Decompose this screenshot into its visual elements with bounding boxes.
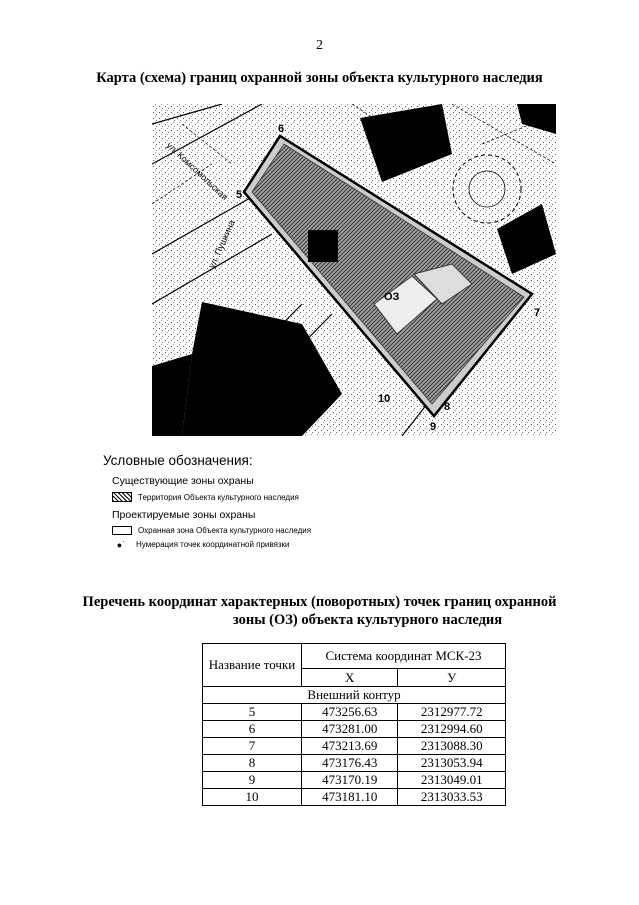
street-label: ул. Пушкина	[206, 218, 237, 270]
legend-projected-item: Охранная зона Объекта культурного наследия	[112, 526, 311, 535]
system-column-header: Система координат МСК-23	[302, 644, 506, 669]
legend	[103, 453, 311, 549]
zone-label: ОЗ	[384, 291, 400, 303]
outline-swatch-icon	[112, 526, 132, 535]
section-row: Внешний контур	[203, 687, 506, 704]
point-label: 6	[278, 123, 285, 135]
coordinates-table	[202, 643, 506, 806]
table-row: 6 473281.00 2312994.60	[203, 721, 506, 738]
point-label: 5	[236, 189, 243, 201]
table-row: 8 473176.43 2313053.94	[203, 755, 506, 772]
table-row: 7 473213.69 2313088.30	[203, 738, 506, 755]
x-column-header: X	[302, 669, 398, 687]
point-column-header: Название точки	[203, 644, 302, 687]
table-title: Перечень координат характерных (поворотных) точек границ охранной зоны (ОЗ) объекта культурного наследия	[82, 594, 557, 628]
street-label: ул. Комсомольская	[164, 140, 230, 203]
legend-point-item: ●˙ Нумерация точек координатной привязки	[112, 540, 311, 549]
site-map	[152, 104, 556, 436]
table-row: 10 473181.10 2313033.53	[203, 789, 506, 806]
point-label: 7	[534, 307, 541, 319]
point-label: 9	[430, 421, 437, 433]
hatch-swatch-icon	[112, 492, 132, 502]
legend-existing-title: Существующие зоны охраны	[112, 475, 254, 487]
table-row: 9 473170.19 2313049.01	[203, 772, 506, 789]
page-number: 2	[316, 38, 323, 53]
legend-projected-title: Проектируемые зоны охраны	[112, 509, 256, 521]
legend-heading: Условные обозначения:	[103, 453, 253, 468]
table-row: 5 473256.63 2312977.72	[203, 704, 506, 721]
point-label: 8	[444, 401, 451, 413]
point-label: 10	[378, 393, 391, 405]
y-column-header: У	[398, 669, 506, 687]
map-title: Карта (схема) границ охранной зоны объекта культурного наследия	[96, 70, 543, 86]
legend-existing-item: Территория Объекта культурного наследия	[112, 492, 311, 502]
point-marker-icon: ●˙	[116, 539, 126, 550]
